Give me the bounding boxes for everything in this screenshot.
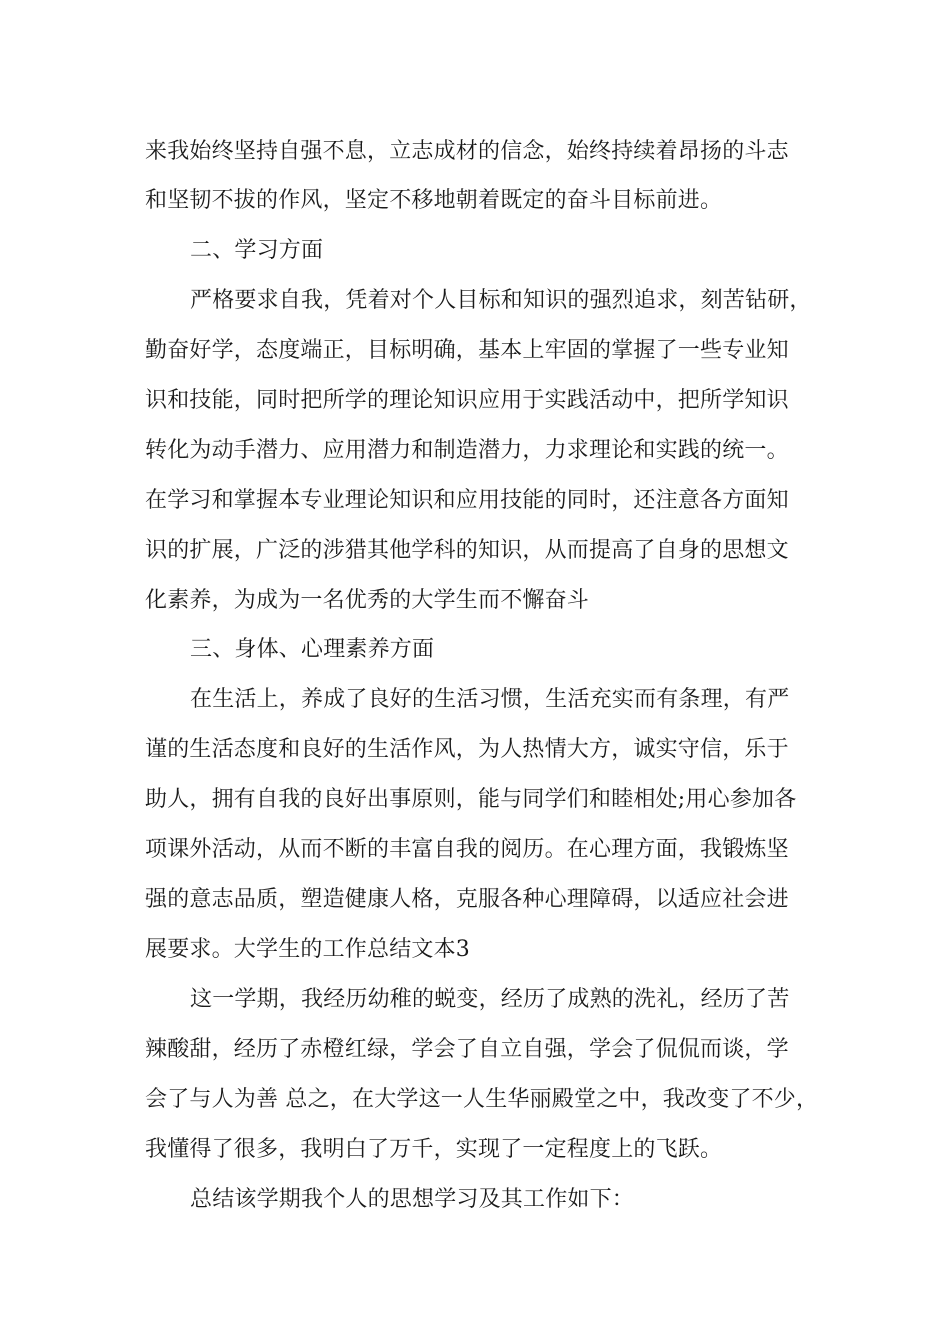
body-line: 总结该学期我个人的思想学习及其工作如下： — [190, 1187, 635, 1212]
body-line: 勤奋好学，态度端正，目标明确，基本上牢固的掌握了一些专业知 — [145, 338, 789, 363]
section-heading: 二、学习方面 — [190, 238, 324, 263]
body-line: 化素养，为成为一名优秀的大学生而不懈奋斗 — [145, 588, 590, 613]
body-line: 会了与人为善 总之，在大学这一人生华丽殿堂之中，我改变了不少， — [145, 1087, 819, 1112]
body-line: 这一学期，我经历幼稚的蜕变，经历了成熟的洗礼，经历了苦 — [190, 987, 790, 1012]
body-line: 助人，拥有自我的良好出事原则，能与同学们和睦相处;用心参加各 — [145, 787, 797, 812]
body-line: 在生活上，养成了良好的生活习惯，生活充实而有条理，有严 — [190, 687, 790, 712]
body-line: 和坚韧不拔的作风，坚定不移地朝着既定的奋斗目标前进。 — [145, 188, 723, 213]
body-line: 辣酸甜，经历了赤橙红绿，学会了自立自强，学会了侃侃而谈，学 — [145, 1037, 789, 1062]
body-line: 我懂得了很多，我明白了万千，实现了一定程度上的飞跃。 — [145, 1137, 723, 1162]
body-line: 识的扩展，广泛的涉猎其他学科的知识，从而提高了自身的思想文 — [145, 538, 789, 563]
body-line: 来我始终坚持自强不息，立志成材的信念，始终持续着昂扬的斗志 — [145, 139, 789, 164]
body-line: 展要求。大学生的工作总结文本3 — [145, 937, 470, 962]
body-line: 谨的生活态度和良好的生活作风，为人热情大方，诚实守信，乐于 — [145, 737, 789, 762]
body-line: 识和技能，同时把所学的理论知识应用于实践活动中，把所学知识 — [145, 388, 789, 413]
body-line: 项课外活动，从而不断的丰富自我的阅历。在心理方面，我锻炼坚 — [145, 837, 789, 862]
body-line: 转化为动手潜力、应用潜力和制造潜力，力求理论和实践的统一。 — [145, 438, 789, 463]
section-heading: 三、身体、心理素养方面 — [190, 637, 435, 662]
body-line: 强的意志品质，塑造健康人格，克服各种心理障碍，以适应社会进 — [145, 887, 789, 912]
body-line: 在学习和掌握本专业理论知识和应用技能的同时，还注意各方面知 — [145, 488, 789, 513]
body-line: 严格要求自我，凭着对个人目标和知识的强烈追求，刻苦钻研， — [190, 288, 812, 313]
